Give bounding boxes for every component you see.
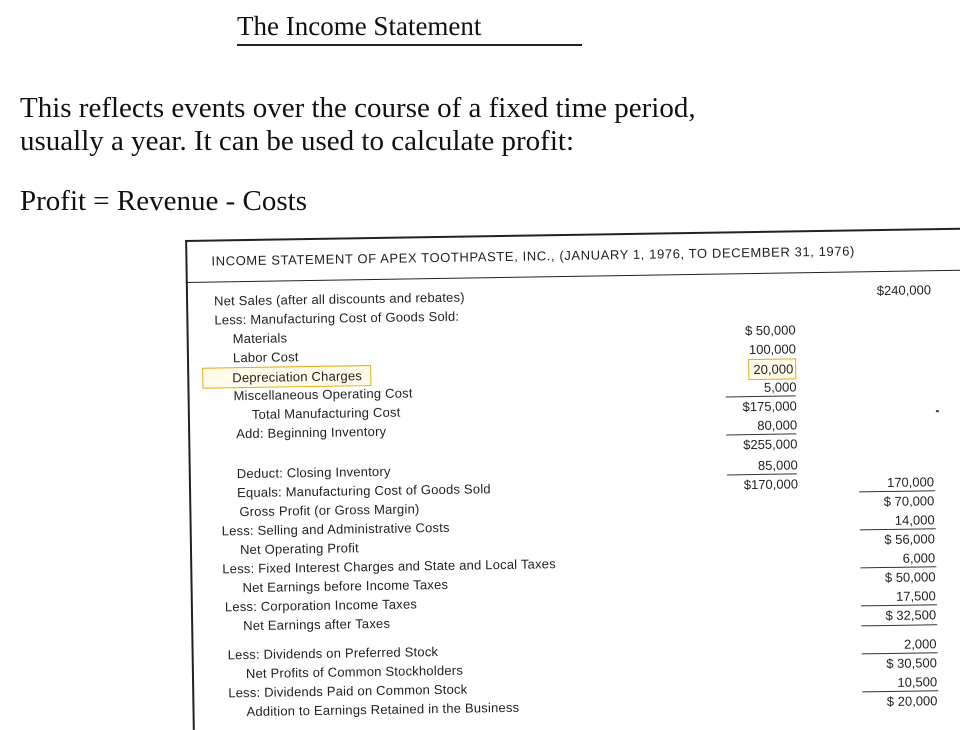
profit-formula: Profit = Revenue - Costs [20, 185, 307, 217]
row-label: Less: Dividends on Preferred Stock [227, 644, 439, 663]
row-col1: $255,000 [743, 436, 798, 453]
statement-header: INCOME STATEMENT OF APEX TOOTHPASTE, INC., (JANUARY 1, 1976, TO DECEMBER 31, 1976) [211, 243, 856, 269]
row-col2: 6,000 [902, 550, 936, 566]
highlighted-row-value: 20,000 [748, 358, 796, 380]
row-col2: 14,000 [894, 512, 935, 528]
row-label: Net Profits of Common Stockholders [245, 662, 464, 682]
row-col2: $ 20,000 [886, 693, 938, 710]
row-label: Less: Fixed Interest Charges and State and Local Taxes [222, 556, 556, 577]
slide-title: The Income Statement [237, 8, 582, 46]
row-label: Less: Corporation Income Taxes [224, 596, 418, 615]
row-label: Net Sales (after all discounts and rebates) [213, 289, 465, 309]
row-col2: $ 30,500 [886, 655, 937, 672]
row-col2: $ 70,000 [883, 493, 935, 510]
highlighted-row-label: Depreciation Charges [202, 365, 371, 389]
row-label: Deduct: Closing Inventory [236, 463, 391, 482]
row-label: Materials [232, 330, 288, 347]
row-label: Labor Cost [232, 349, 299, 366]
row-col1: $170,000 [743, 476, 799, 493]
intro-line-2: usually a year. It can be used to calculate profit: [20, 125, 575, 157]
row-col2: $ 50,000 [884, 569, 936, 586]
row-col2: 170,000 [886, 474, 935, 490]
row-col1: $ 50,000 [744, 322, 796, 339]
row-col1: 80,000 [757, 417, 798, 434]
row-label: Less: Dividends Paid on Common Stock [228, 681, 468, 701]
row-col2: $240,000 [876, 282, 932, 299]
row-col2: 10,500 [897, 674, 938, 690]
intro-line-1: This reflects events over the course of a fixed time period, [20, 92, 696, 124]
row-col1: 85,000 [757, 457, 798, 473]
total-rule [861, 624, 937, 626]
intro-text [20, 92, 940, 158]
row-col2: 2,000 [903, 636, 937, 652]
statement-frame-top [185, 228, 960, 242]
row-label: Net Earnings before Income Taxes [242, 576, 449, 596]
row-col1: 100,000 [748, 341, 797, 358]
row-col2: $ 32,500 [885, 607, 937, 624]
row-label: Net Operating Profit [239, 540, 359, 558]
row-label: Less: Selling and Administrative Costs [221, 519, 450, 539]
row-label: Net Earnings after Taxes [243, 615, 391, 634]
row-label: Miscellaneous Operating Cost [233, 385, 413, 404]
row-col1: 5,000 [763, 379, 797, 395]
row-col2: 17,500 [895, 588, 936, 604]
row-label: Add: Beginning Inventory [236, 423, 387, 442]
row-label: Addition to Earnings Retained in the Business [246, 699, 520, 720]
row-label: Less: Manufacturing Cost of Goods Sold: [214, 308, 460, 328]
row-label: Equals: Manufacturing Cost of Goods Sold [236, 481, 491, 501]
row-label: Total Manufacturing Cost [251, 404, 401, 422]
row-col1: $175,000 [742, 398, 797, 415]
income-statement-scan [183, 220, 960, 720]
row-label: Gross Profit (or Gross Margin) [239, 501, 420, 520]
row-col2: $ 56,000 [884, 531, 936, 548]
